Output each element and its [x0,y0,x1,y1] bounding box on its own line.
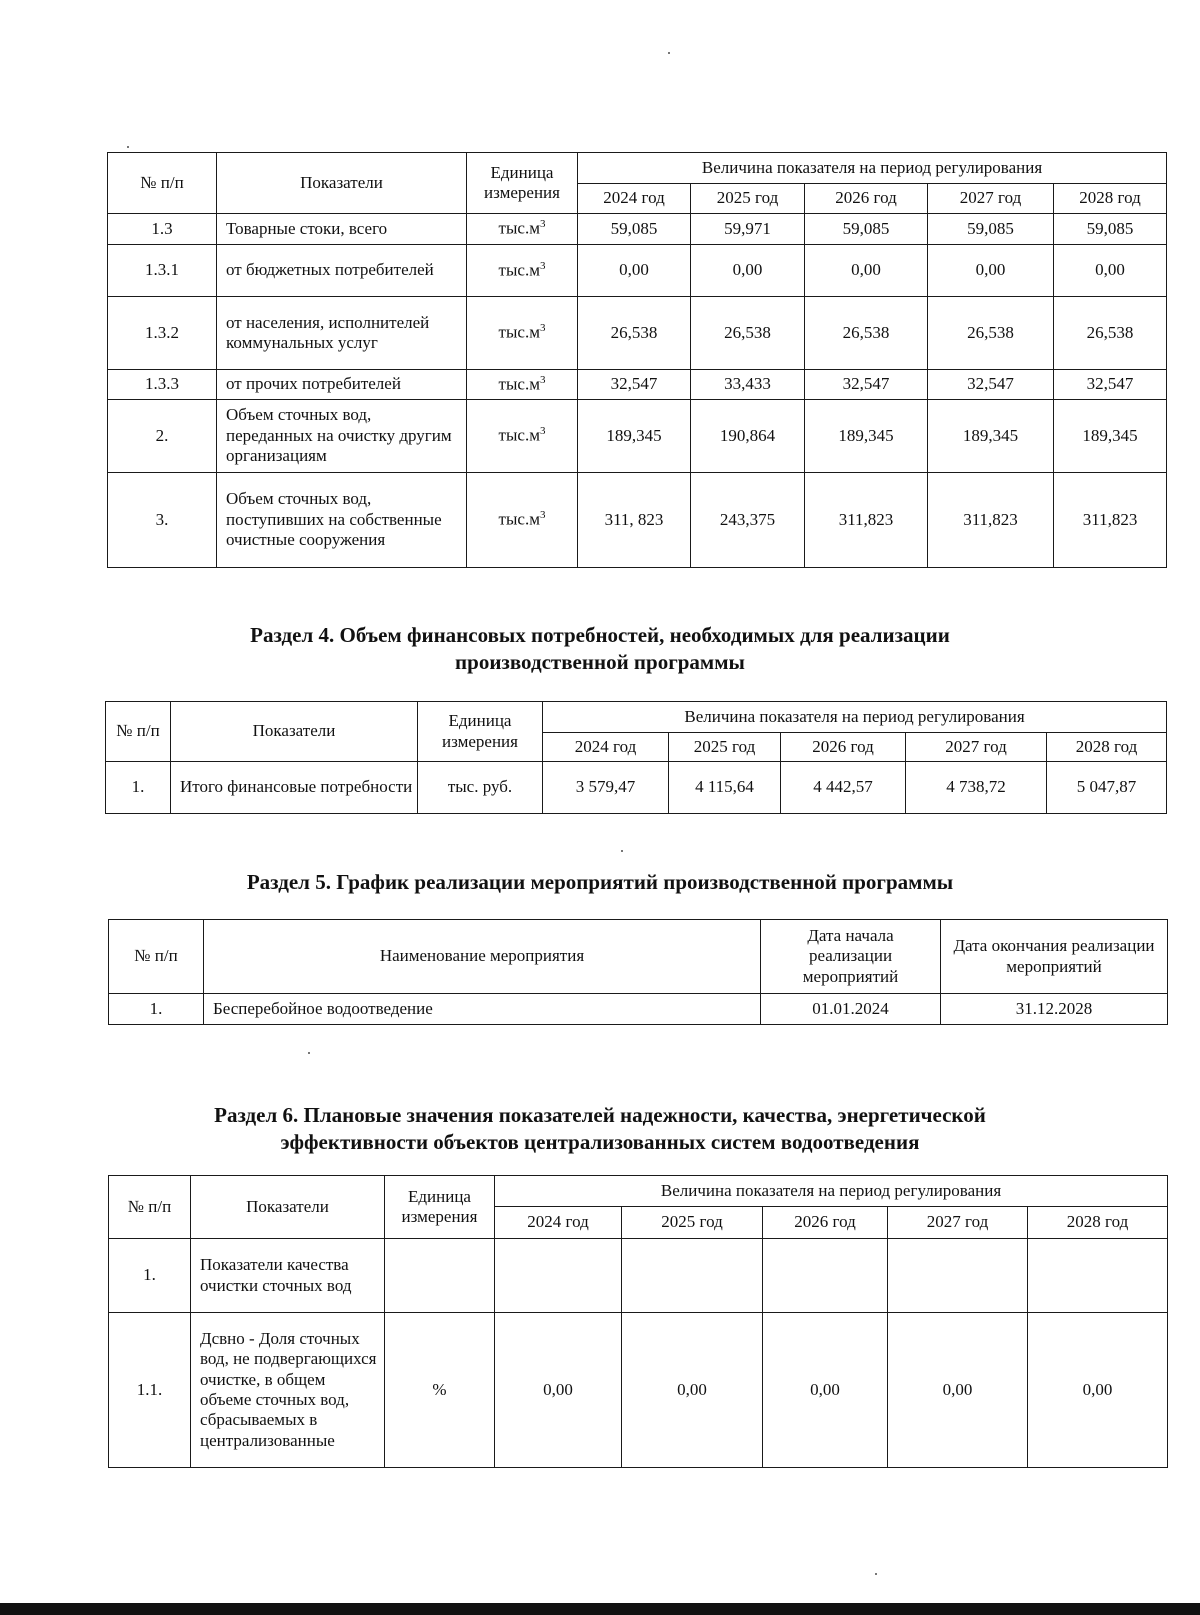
scan-speck [668,52,670,54]
row-num: 1.3.1 [108,245,217,297]
table-row [108,370,1167,400]
row-start-date: 01.01.2024 [761,994,941,1025]
row-value: 59,971 [691,214,805,245]
table-schedule [108,919,1168,1025]
row-name: Товарные стоки, всего [217,214,467,245]
row-num: 2. [108,400,217,473]
scan-speck [875,1573,877,1575]
row-name: Дсвно - Доля сточных вод, не подвергающихся очистке, в общем объеме сточных вод, сбрасываемых в централизованные [191,1313,385,1468]
header-year: 2025 год [622,1207,763,1239]
row-unit: $тыс.м^3$ [467,370,578,400]
row-unit: $тыс.м^3$ [467,400,578,473]
table-row [108,214,1167,245]
row-value [888,1239,1028,1313]
row-name: Объем сточных вод, поступивших на собственные очистные сооружения [217,473,467,568]
row-value: 311, 823 [578,473,691,568]
row-unit: $тыс.м^3$ [467,214,578,245]
header-year: 2027 год [888,1207,1028,1239]
header-end-date: Дата окончания реализации мероприятий [941,920,1168,994]
row-num: 1.3.2 [108,297,217,370]
header-year: 2025 год [691,184,805,214]
table-row [108,473,1167,568]
row-value: 190,864 [691,400,805,473]
table-row [109,1239,1168,1313]
header-year: 2026 год [781,733,906,762]
row-value: 311,823 [1054,473,1167,568]
row-value: 311,823 [928,473,1054,568]
row-value: 189,345 [578,400,691,473]
header-num: № п/п [108,153,217,214]
row-value [763,1239,888,1313]
header-year: 2028 год [1047,733,1167,762]
row-value: 0,00 [805,245,928,297]
row-value: 189,345 [805,400,928,473]
scan-edge-bar [0,1603,1200,1615]
row-value: 3 579,47 [543,762,669,814]
row-value: 32,547 [578,370,691,400]
row-value: 32,547 [805,370,928,400]
row-value: 32,547 [928,370,1054,400]
header-indicator: Показатели [171,702,418,762]
row-unit: $тыс.м^3$ [467,245,578,297]
header-indicator: Показатели [217,153,467,214]
row-value: 5 047,87 [1047,762,1167,814]
table-row [108,245,1167,297]
row-value: 26,538 [928,297,1054,370]
header-start-date: Дата начала реализации мероприятий [761,920,941,994]
row-value: 0,00 [578,245,691,297]
table-financial-needs [105,701,1167,814]
scan-speck [621,850,623,852]
table-wastewater-volumes [107,152,1167,568]
row-value: 4 738,72 [906,762,1047,814]
row-name: Показатели качества очистки сточных вод [191,1239,385,1313]
section-4-title: Раздел 4. Объем финансовых потребностей, необходимых для реализации производственной программы [250,623,950,675]
row-value: 0,00 [1028,1313,1168,1468]
row-value: 0,00 [495,1313,622,1468]
row-num: 1. [106,762,171,814]
table-reliability-indicators [108,1175,1168,1468]
scan-speck [127,146,129,148]
row-unit: $тыс.м^3$ [467,473,578,568]
row-num: 1.3.3 [108,370,217,400]
row-name: от прочих потребителей [217,370,467,400]
header-year: 2024 год [543,733,669,762]
row-unit [385,1239,495,1313]
row-value: 59,085 [578,214,691,245]
header-num: № п/п [106,702,171,762]
row-num: 1.3 [108,214,217,245]
row-num: 1.1. [109,1313,191,1468]
row-value: 0,00 [888,1313,1028,1468]
table-row [106,762,1167,814]
row-name: Бесперебойное водоотведение [204,994,761,1025]
table-row [109,1313,1168,1468]
row-value: 0,00 [622,1313,763,1468]
row-value [622,1239,763,1313]
row-value: 243,375 [691,473,805,568]
table-row [108,297,1167,370]
section-6-title: Раздел 6. Плановые значения показателей надежности, качества, энергетической эффективности объектов централизованных систем водоотведения [214,1103,986,1155]
header-year: 2026 год [805,184,928,214]
header-year: 2024 год [495,1207,622,1239]
scan-speck [308,1052,310,1054]
row-name: от бюджетных потребителей [217,245,467,297]
header-year: 2027 год [928,184,1054,214]
row-num: 1. [109,1239,191,1313]
header-indicator: Показатели [191,1176,385,1239]
header-name: Наименование мероприятия [204,920,761,994]
header-period: Величина показателя на период регулирования [543,702,1167,733]
row-value: 311,823 [805,473,928,568]
row-value: 189,345 [1054,400,1167,473]
row-value: 26,538 [805,297,928,370]
row-value: 189,345 [928,400,1054,473]
row-value: 0,00 [1054,245,1167,297]
row-unit: % [385,1313,495,1468]
row-name: от населения, исполнителей коммунальных услуг [217,297,467,370]
header-period: Величина показателя на период регулирования [578,153,1167,184]
header-unit: Единица измерения [385,1176,495,1239]
row-unit: $тыс.м^3$ [467,297,578,370]
row-value: 33,433 [691,370,805,400]
header-year: 2026 год [763,1207,888,1239]
row-value: 32,547 [1054,370,1167,400]
header-year: 2027 год [906,733,1047,762]
header-num: № п/п [109,1176,191,1239]
row-value: 26,538 [1054,297,1167,370]
table-row [108,400,1167,473]
row-value: 59,085 [805,214,928,245]
row-value [1028,1239,1168,1313]
row-value: 4 442,57 [781,762,906,814]
row-num: 3. [108,473,217,568]
header-unit: Единица измерения [467,153,578,214]
header-unit: Единица измерения [418,702,543,762]
row-value: 0,00 [763,1313,888,1468]
row-value: 4 115,64 [669,762,781,814]
header-period: Величина показателя на период регулирования [495,1176,1168,1207]
row-unit: тыс. руб. [418,762,543,814]
row-value: 26,538 [691,297,805,370]
row-end-date: 31.12.2028 [941,994,1168,1025]
header-year: 2028 год [1054,184,1167,214]
header-year: 2024 год [578,184,691,214]
row-value: 0,00 [928,245,1054,297]
row-value: 59,085 [928,214,1054,245]
row-value [495,1239,622,1313]
row-value: 26,538 [578,297,691,370]
row-num: 1. [109,994,204,1025]
header-num: № п/п [109,920,204,994]
row-value: 59,085 [1054,214,1167,245]
row-name: Итого финансовые потребности [171,762,418,814]
header-year: 2028 год [1028,1207,1168,1239]
row-name: Объем сточных вод, переданных на очистку другим организациям [217,400,467,473]
row-value: 0,00 [691,245,805,297]
header-year: 2025 год [669,733,781,762]
section-5-title: Раздел 5. График реализации мероприятий производственной программы [246,870,954,894]
table-row [109,994,1168,1025]
